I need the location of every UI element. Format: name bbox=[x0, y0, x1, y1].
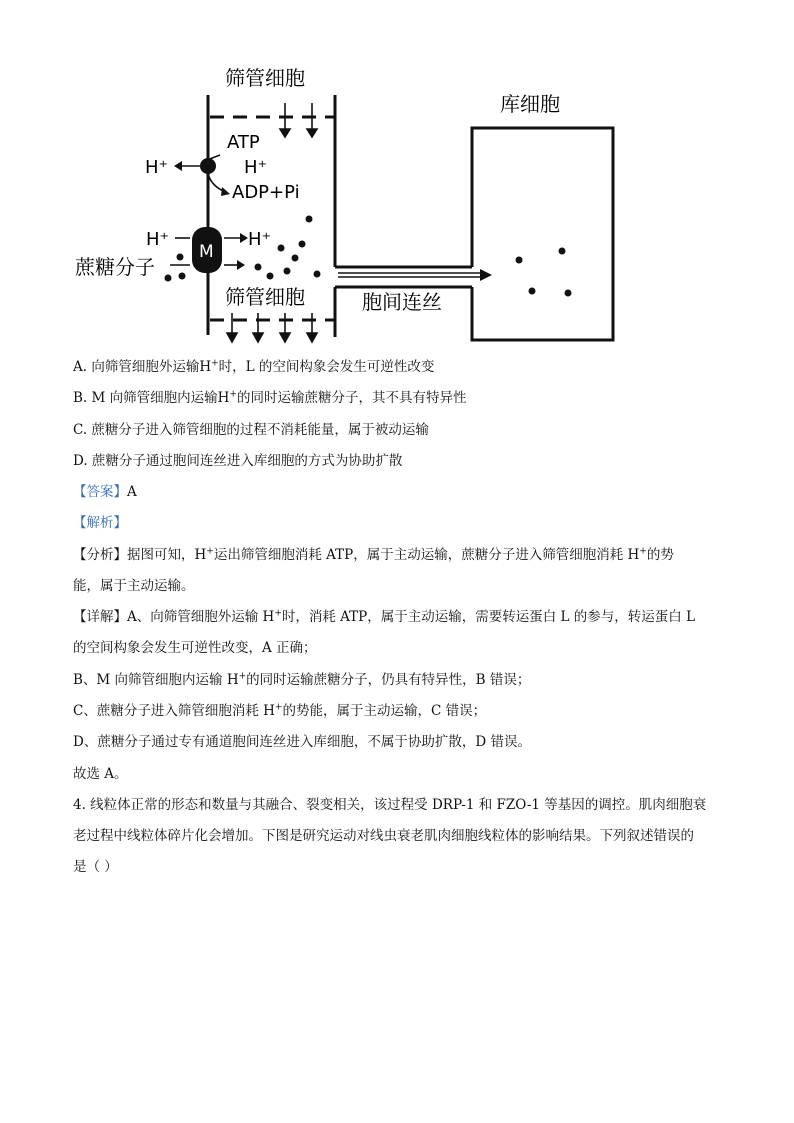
detail-line-3: B、M 向筛管细胞内运输 H+的同时运输蔗糖分子，仍具有特异性，B 错误； bbox=[73, 671, 531, 688]
answer-tag: 【答案】 bbox=[73, 484, 127, 500]
detail-line-6: 故选 A。 bbox=[73, 766, 128, 782]
transport-diagram bbox=[60, 55, 640, 355]
analysis-line-1: 【分析】据图可知，H+运出筛管细胞消耗 ATP，属于主动运输，蔗糖分子进入筛管细胞消耗 H+的势 bbox=[73, 546, 674, 563]
analysis-line-2: 能，属于主动运输。 bbox=[73, 578, 195, 594]
top-inflow-arrows bbox=[280, 103, 317, 137]
h-left-label: H⁺ bbox=[145, 157, 169, 178]
h-m-left-label: H⁺ bbox=[146, 229, 170, 250]
plasmodesmata-label: 胞间连丝 bbox=[362, 290, 442, 314]
diagram-svg bbox=[60, 55, 640, 355]
sink-cell-label: 库细胞 bbox=[500, 92, 560, 116]
atp-pump-L bbox=[200, 158, 216, 174]
answer-line bbox=[73, 482, 137, 502]
question4-line-3: 是（ ） bbox=[73, 859, 118, 875]
analysis-heading: 【解析】 bbox=[73, 515, 127, 531]
adp-label: ADP+Pi bbox=[232, 182, 300, 203]
sucrose-dots-sink bbox=[516, 248, 572, 297]
detail-line-4: C、蔗糖分子进入筛管细胞消耗 H+的势能，属于主动运输，C 错误； bbox=[73, 702, 487, 719]
detail-line-1: 【详解】A、向筛管细胞外运输 H+时，消耗 ATP，属于主动运输，需要转运蛋白 L 的参与，转运蛋白 L bbox=[73, 608, 696, 625]
detail-line-5: D、蔗糖分子通过专有通道胞间连丝进入库细胞，不属于协助扩散，D 错误。 bbox=[73, 734, 531, 750]
sieve-cell-bottom-label: 筛管细胞 bbox=[225, 285, 305, 309]
sink-cell-outline bbox=[472, 128, 613, 340]
bottom-outflow-arrows bbox=[227, 313, 317, 342]
sucrose-arrowhead bbox=[237, 260, 245, 270]
answer-value: A bbox=[127, 484, 137, 500]
h-right-label: H⁺ bbox=[244, 157, 268, 178]
option-a: A. 向筛管细胞外运输H+时，L 的空间构象会发生可逆性改变 bbox=[73, 358, 435, 375]
atp-arrow-in bbox=[210, 155, 220, 159]
sieve-cell-top-label: 筛管细胞 bbox=[225, 66, 305, 90]
option-c: C. 蔗糖分子进入筛管细胞的过程不消耗能量，属于被动运输 bbox=[73, 422, 429, 438]
h-out-arrowhead bbox=[174, 161, 182, 171]
option-b: B. M 向筛管细胞内运输H+的同时运输蔗糖分子，其不具有特异性 bbox=[73, 389, 467, 406]
question4-line-1: 4. 线粒体正常的形态和数量与其融合、裂变相关，该过程受 DRP-1 和 FZO-1 等基因的调控。肌肉细胞衰 bbox=[73, 797, 707, 813]
m-label: M bbox=[199, 242, 214, 262]
atp-label: ATP bbox=[227, 132, 260, 153]
question4-line-2: 老过程中线粒体碎片化会增加。下图是研究运动对线虫衰老肌肉细胞线粒体的影响结果。下列叙述错误的 bbox=[73, 828, 694, 844]
channel-arrowhead bbox=[480, 269, 492, 281]
h-m-arrowhead bbox=[240, 233, 248, 243]
option-d: D. 蔗糖分子通过胞间连丝进入库细胞的方式为协助扩散 bbox=[73, 453, 403, 469]
sucrose-label: 蔗糖分子 bbox=[75, 255, 155, 279]
sucrose-dots-outside bbox=[165, 254, 186, 282]
h-m-right-label: H⁺ bbox=[248, 229, 272, 250]
detail-line-2: 的空间构象会发生可逆性改变，A 正确； bbox=[73, 640, 317, 656]
adp-arrowhead bbox=[221, 187, 230, 196]
